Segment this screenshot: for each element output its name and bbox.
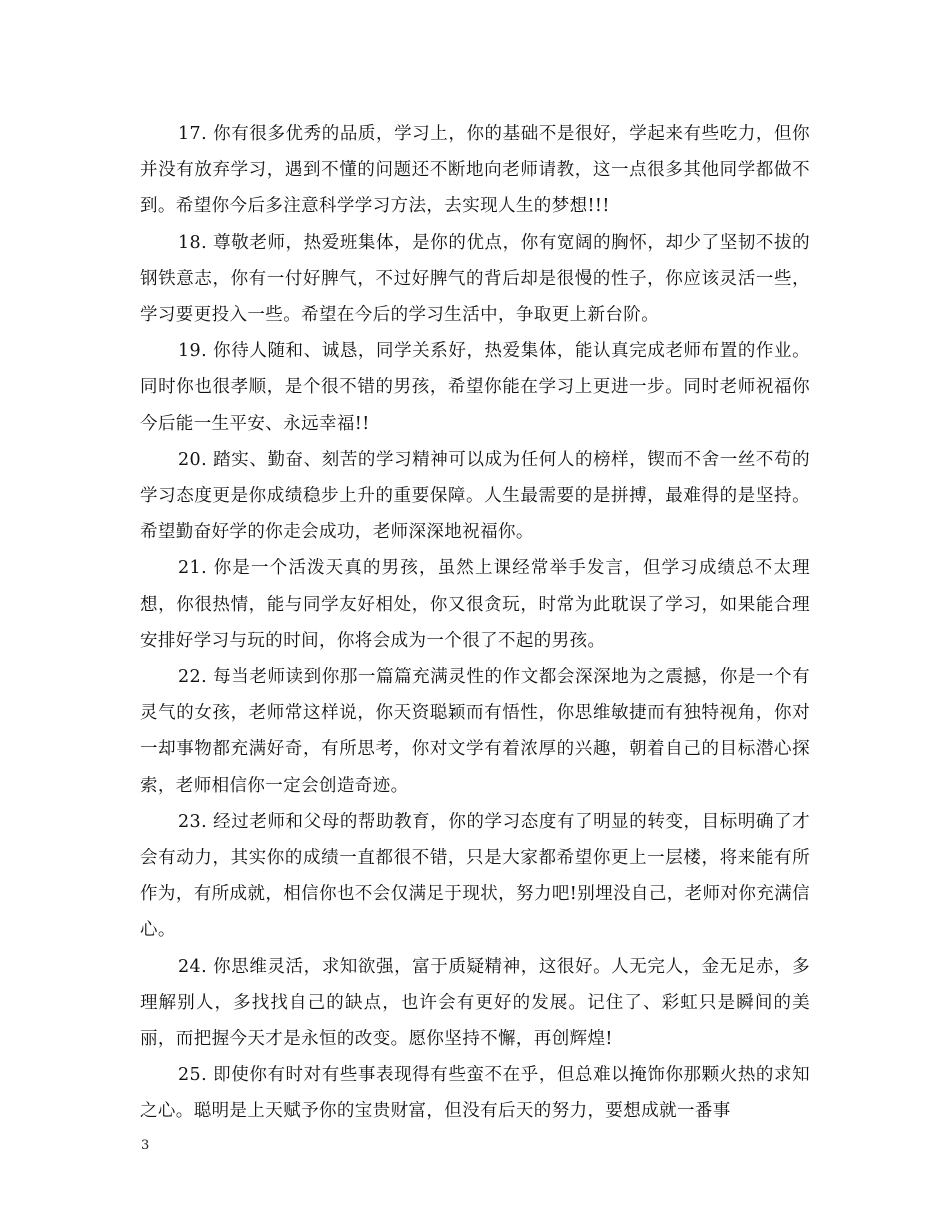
comment-paragraph-19: 19. 你待人随和、诚恳，同学关系好，热爱集体，能认真完成老师布置的作业。同时你也很孝顺，是个很不错的男孩，希望你能在学习上更进一步。同时老师祝福你今后能一生平安、永远幸福!! <box>140 341 810 434</box>
document-body <box>140 116 810 1130</box>
comment-paragraph-23: 23. 经过老师和父母的帮助教育，你的学习态度有了明显的转变，目标明确了才会有动力，其实你的成绩一直都很不错，只是大家都希望你更上一层楼，将来能有所作为，有所成就，相信你也不会仅满足于现状，努力吧!别埋没自己，老师对你充满信心。 <box>140 811 810 941</box>
page-number: 3 <box>141 1138 150 1153</box>
comment-paragraph-24: 24. 你思维灵活，求知欲强，富于质疑精神，这很好。人无完人，金无足赤，多理解别人，多找找自己的缺点，也许会有更好的发展。记住了、彩虹只是瞬间的美丽，而把握今天才是永恒的改变。愿你坚持不懈，再创辉煌! <box>140 956 810 1050</box>
comment-paragraph-22: 22. 每当老师读到你那一篇篇充满灵性的作文都会深深地为之震撼，你是一个有灵气的女孩，老师常这样说，你天资聪颖而有悟性，你思维敏捷而有独特视角，你对一却事物都充满好奇，有所思考，你对文学有着浓厚的兴趣，朝着自己的目标潜心探索，老师相信你一定会创造奇迹。 <box>140 667 810 796</box>
comment-paragraph-17: 17. 你有很多优秀的品质，学习上，你的基础不是很好，学起来有些吃力，但你并没有放弃学习，遇到不懂的问题还不断地向老师请教，这一点很多其他同学都做不到。希望你今后多注意科学学习方法，去实现人生的梦想!!! <box>140 124 810 217</box>
comment-paragraph-21: 21. 你是一个活泼天真的男孩，虽然上课经常举手发言，但学习成绩总不太理想，你很热情，能与同学友好相处，你又很贪玩，时常为此耽误了学习，如果能合理安排好学习与玩的时间，你将会成为一个很了不起的男孩。 <box>140 558 810 651</box>
comment-paragraph-20: 20. 踏实、勤奋、刻苦的学习精神可以成为任何人的榜样，锲而不舍一丝不苟的学习态度更是你成绩稳步上升的重要保障。人生最需要的是拼搏，最难得的是坚持。希望勤奋好学的你走会成功，老师深深地祝福你。 <box>140 449 810 543</box>
comment-paragraph-25: 25. 即使你有时对有些事表现得有些蛮不在乎，但总难以掩饰你那颗火热的求知之心。聪明是上天赋予你的宝贵财富，但没有后天的努力，要想成就一番事 <box>140 1065 810 1122</box>
comment-paragraph-18: 18. 尊敬老师，热爱班集体，是你的优点，你有宽阔的胸怀，却少了坚韧不拔的钢铁意志，你有一付好脾气，不过好脾气的背后却是很慢的性子，你应该灵活一些，学习要更投入一些。希望在今后的学习生活中，争取更上新台阶。 <box>140 232 810 326</box>
